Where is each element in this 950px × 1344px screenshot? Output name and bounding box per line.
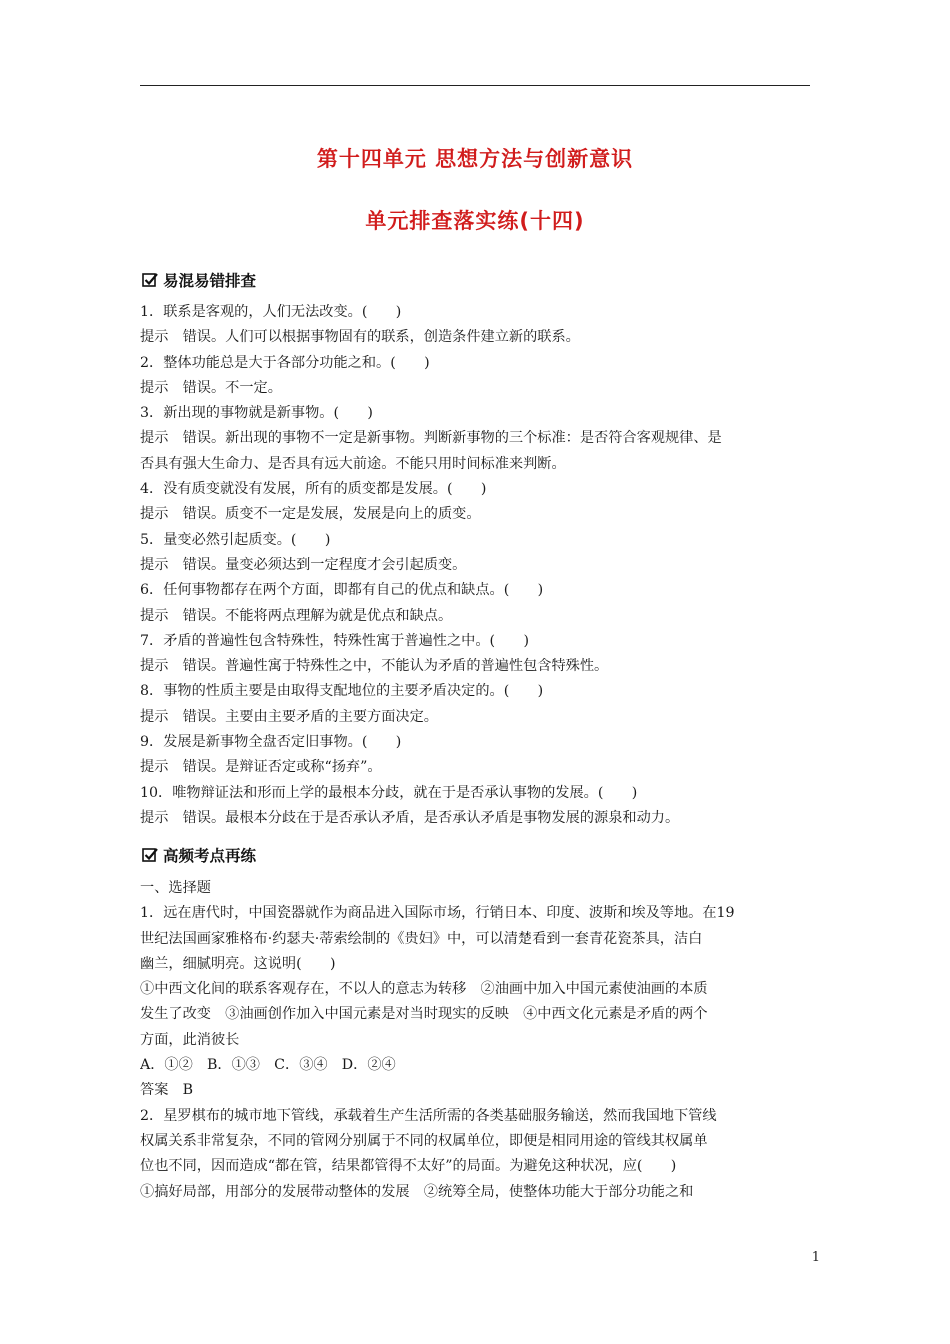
list-line: 3．新出现的事物就是新事物。( ) xyxy=(140,405,373,422)
section-heading-mistakes xyxy=(142,268,256,292)
section-heading-practice xyxy=(142,843,256,867)
list-line: 4．没有质变就没有发展，所有的质变都是发展。( ) xyxy=(140,481,487,498)
list-line: 发生了改变 ③油画创作加入中国元素是对当时现实的反映 ④中西文化元素是矛盾的两个 xyxy=(140,1006,708,1023)
list-line: 世纪法国画家雅格布·约瑟夫·蒂索绘制的《贵妇》中，可以清楚看到一套青花瓷茶具，洁白 xyxy=(140,930,703,947)
list-line: 提示 错误。不一定。 xyxy=(140,379,282,396)
list-line: 方面，此消彼长 xyxy=(140,1031,240,1048)
list-line: 幽兰，细腻明亮。这说明( ) xyxy=(140,955,336,972)
list-line: 提示 错误。质变不一定是发展，发展是向上的质变。 xyxy=(140,506,481,523)
list-line: 提示 错误。普遍性寓于特殊性之中，不能认为矛盾的普遍性包含特殊性。 xyxy=(140,658,609,675)
list-line: 提示 错误。人们可以根据事物固有的联系，创造条件建立新的联系。 xyxy=(140,329,580,346)
list-line: 提示 错误。不能将两点理解为就是优点和缺点。 xyxy=(140,607,453,624)
list-line: 提示 错误。最根本分歧在于是否承认矛盾，是否承认矛盾是事物发展的源泉和动力。 xyxy=(140,809,680,826)
unit-subtitle: 单元排查落实练(十四) xyxy=(365,209,585,233)
list-line: 2．整体功能总是大于各部分功能之和。( ) xyxy=(140,354,430,371)
list-line: 9．发展是新事物全盘否定旧事物。( ) xyxy=(140,734,402,751)
list-line: 一、选择题 xyxy=(140,880,211,896)
list-line: 否具有强大生命力、是否具有远大前途。不能只用时间标准来判断。 xyxy=(140,455,566,472)
list-line: 提示 错误。主要由主要矛盾的主要方面决定。 xyxy=(140,708,438,725)
list-line: 2．星罗棋布的城市地下管线，承载着生产生活所需的各类基础服务输送，然而我国地下管线 xyxy=(140,1107,717,1124)
page-number: 1 xyxy=(811,1250,820,1265)
list-line: 10．唯物辩证法和形而上学的最根本分歧，就在于是否承认事物的发展。( ) xyxy=(140,784,638,801)
unit-title: 第十四单元 思想方法与创新意识 xyxy=(316,147,634,171)
checkbox-icon xyxy=(142,847,158,863)
mistake-check-list xyxy=(140,300,816,831)
list-line: ①中西文化间的联系客观存在，不以人的意志为转移 ②油画中加入中国元素使油画的本质 xyxy=(140,981,708,998)
list-line: 7．矛盾的普遍性包含特殊性，特殊性寓于普遍性之中。( ) xyxy=(140,632,529,649)
list-line: 1．远在唐代时，中国瓷器就作为商品进入国际市场，行销日本、印度、波斯和埃及等地。在19 xyxy=(140,905,735,922)
checkbox-icon xyxy=(142,272,158,288)
list-line: 1．联系是客观的，人们无法改变。( ) xyxy=(140,304,402,320)
list-line: 提示 错误。新出现的事物不一定是新事物。判断新事物的三个标准：是否符合客观规律、是 xyxy=(140,430,722,447)
practice-list xyxy=(140,876,816,1205)
section-heading-label: 高频考点再练 xyxy=(163,847,257,865)
list-line: A．①② B．①③ C．③④ D．②④ xyxy=(140,1057,396,1074)
list-line: 提示 错误。是辩证否定或称“扬弃”。 xyxy=(140,759,382,776)
list-line: 权属关系非常复杂，不同的管网分别属于不同的权属单位，即便是相同用途的管线其权属单 xyxy=(140,1132,708,1149)
list-line: 答案 B xyxy=(140,1082,193,1099)
list-line: 5．量变必然引起质变。( ) xyxy=(140,531,331,548)
list-line: 位也不同，因而造成“都在管，结果都管得不太好”的局面。为避免这种状况，应( ) xyxy=(140,1158,677,1175)
list-line: 6．任何事物都存在两个方面，即都有自己的优点和缺点。( ) xyxy=(140,582,544,599)
list-line: 8．事物的性质主要是由取得支配地位的主要矛盾决定的。( ) xyxy=(140,683,544,700)
section-heading-label: 易混易错排查 xyxy=(163,272,257,290)
list-line: ①搞好局部，用部分的发展带动整体的发展 ②统筹全局，使整体功能大于部分功能之和 xyxy=(140,1183,694,1200)
top-rule xyxy=(140,85,810,86)
list-line: 提示 错误。量变必须达到一定程度才会引起质变。 xyxy=(140,556,467,573)
